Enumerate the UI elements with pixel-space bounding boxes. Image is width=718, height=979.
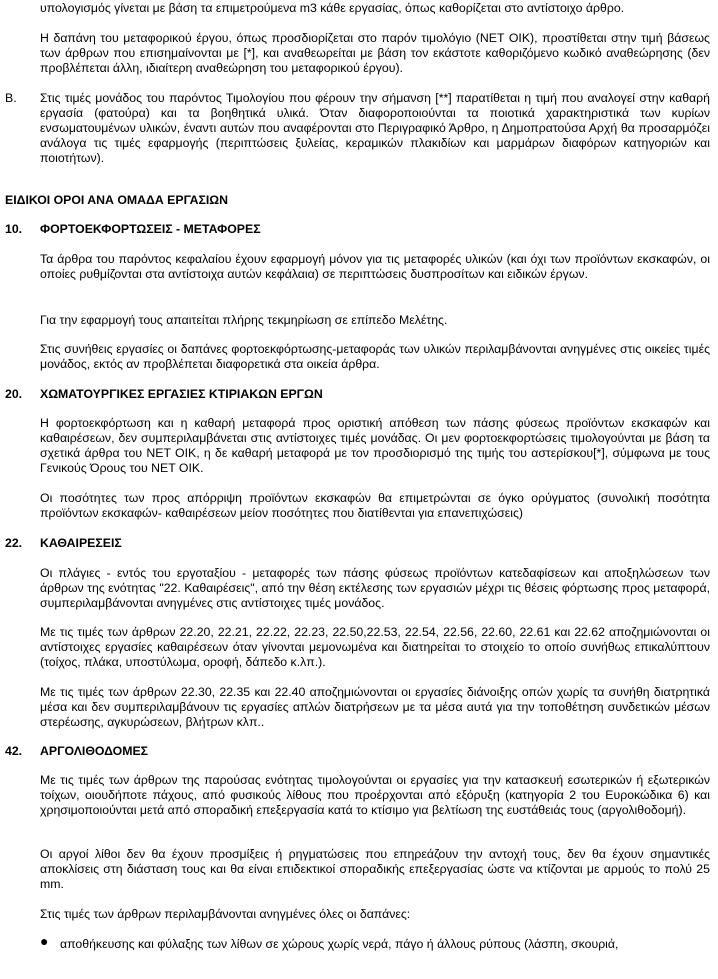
section-heading: ΕΙΔΙΚΟΙ ΟΡΟΙ ΑΝΑ ΟΜΑΔΑ ΕΡΓΑΣΙΩΝ — [5, 193, 229, 207]
section-number: 10. — [5, 222, 23, 236]
paragraph: Οι αργοί λίθοι δεν θα έχουν προσμίξεις ή ρηγματώσεις που επηρεάζουν την αντοχή τους, δεν θα έχουν σημαντικές αποκλίσεις στη διάσταση τους και θα είναι επιδεκτικοί σποραδικής επεξεργασίας ώστε να κτίζονται με αρμούς το πολύ 25 mm. — [40, 847, 710, 891]
section-title: ΚΑΘΑΙΡΕΣΕΙΣ — [40, 536, 122, 550]
paragraph: Με τις τιμές των άρθρων της παρούσας ενότητας τιμολογούνται οι εργασίες για την κατασκευή εσωτερικών ή εξωτερικών τοίχων, οιουδήποτε πάχους, από φυσικούς λίθους που προέρχονται από εξόρυξη (κατηγορία 2 του Ευροκώδικα 6) και χρησιμοποιούνται μετά από σποραδική επεξεργασία κατά το κτίσιμο για βελτίωση της ευστάθειάς τους (αργολιθοδομή). — [40, 773, 710, 817]
paragraph: υπολογισμός γίνεται με βάση τα επιμετρούμενα m3 κάθε εργασίας, όπως καθορίζεται στο αντίστοιχο άρθρο. — [40, 1, 625, 15]
paragraph: Η φορτοεκφόρτωση και η καθαρή μεταφορά προς οριστική απόθεση των πάσης φύσεως προϊόντων εκσκαφών και καθαιρέσεων, δεν συμπεριλαμβάνεται στις αντίστοιχες τιμές μονάδας. Οι μεν φορτοεκφορτώσεις τιμολογούνται με βάση τα σχετικά άρθρα του ΝΕΤ ΟΙΚ, η δε καθαρή μεταφορά με τον προσδιορισμό της τιμής του αστερίσκου[*], σύμφωνα με τους Γενικούς Όρους του ΝΕΤ ΟΙΚ. — [40, 416, 710, 475]
paragraph: Στις τιμές των άρθρων περιλαμβάνονται ανηγμένες όλες οι δαπάνες: — [40, 907, 411, 921]
paragraph: Με τις τιμές των άρθρων 22.30, 22.35 και 22.40 αποζημιώνονται οι εργασίες διάνοιξης οπών χωρίς τα συνήθη διατρητικά μέσα και δεν συμπεριλαμβάνουν τις εργασίες απλών διατρήσεων με τα μέσα αυτά για την τοποθέτηση συνδετικών μέσων στερέωσης, αγκυρώσεων, βλήτρων κλπ.. — [40, 685, 710, 729]
list-item: αποθήκευσης και φύλαξης των λίθων σε χώρους χωρίς νερά, πάγο ή άλλους ρύπους (λάσπη, σκουριά, — [60, 937, 619, 951]
section-title: ΦΟΡΤΟΕΚΦΟΡΤΩΣΕΙΣ - ΜΕΤΑΦΟΡΕΣ — [40, 222, 261, 236]
section-title: ΧΩΜΑΤΟΥΡΓΙΚΕΣ ΕΡΓΑΣΙΕΣ ΚΤΙΡΙΑΚΩΝ ΕΡΓΩΝ — [40, 387, 323, 401]
paragraph: Οι πλάγιες - εντός του εργοταξίου - μεταφορές των πάσης φύσεως προϊόντων κατεδαφίσεων και αποξηλώσεων των άρθρων της ενότητας "22. Καθαιρέσεις", από την θέση εκτέλεσης των εργασιών μέχρι τις θέσεις φόρτωσης προς μεταφορά, συμπεριλαμβάνονται ανηγμένες στις αντίστοιχες τιμές μονάδος. — [40, 566, 710, 610]
section-number: 22. — [5, 536, 23, 550]
list-marker: Β. — [5, 91, 17, 105]
paragraph: Η δαπάνη του μεταφορικού έργου, όπως προσδιορίζεται στο παρόν τιμολόγιο (ΝΕΤ ΟΙΚ), προστίθεται στην τιμή βάσεως των άρθρων που επισημαίνονται με [*], και αναθεωρείται με βάση τον εκάστοτε καθοριζόμενο κωδικό αναθεώρησης (δεν προβλέπεται άλλη, ιδιαίτερη αναθεώρηση του μεταφορικού έργου). — [40, 31, 710, 75]
section-title: ΑΡΓΟΛΙΘΟΔΟΜΕΣ — [40, 744, 149, 758]
paragraph: Στις τιμές μονάδος του παρόντος Τιμολογίου που φέρουν την σήμανση [**] παρατίθεται η τιμή που αναλογεί στην καθαρή εργασία (φατούρα) και τα βοηθητικά υλικά. Όταν διαφοροποιούνται τα ποιοτικά χαρακτηριστικά των κυρίων ενσωματουμένων υλικών, έναντι αυτών που αναφέρονται στο Περιγραφικό Άρθρο, η Δημοπρατούσα Αρχή θα προσαρμόζει ανάλογα τις τιμές εφαρμογής (περιπτώσεις ξυλείας, κεραμικών πλακιδίων και μαρμάρων διαφόρων κατηγοριών και ποιοτήτων). — [40, 91, 710, 165]
paragraph: Για την εφαρμογή τους απαιτείται πλήρης τεκμηρίωση σε επίπεδο Μελέτης. — [40, 313, 448, 327]
bullet-icon: ● — [40, 933, 49, 949]
paragraph: Με τις τιμές των άρθρων 22.20, 22.21, 22.22, 22.23, 22.50,22.53, 22.54, 22.56, 22.60, 22.61 και 22.62 αποζημιώνονται οι αντίστοιχες εργασίες καθαιρέσεων όταν γίνονται μεμονωμένα και διατηρείται το στοιχείο το οποίο συνήθως επικαλύπτουν (τοίχος, πλάκα, υποστύλωμα, οροφή, δάπεδο κ.λπ.). — [40, 625, 710, 669]
section-number: 42. — [5, 744, 23, 758]
section-number: 20. — [5, 387, 23, 401]
paragraph: Στις συνήθεις εργασίες οι δαπάνες φορτοεκφόρτωσης-μεταφοράς των υλικών περιλαμβάνονται ανηγμένες στις οικείες τιμές μονάδος, εκτός αν προβλέπεται διαφορετικά στα οικεία άρθρα. — [40, 342, 710, 371]
paragraph: Τα άρθρα του παρόντος κεφαλαίου έχουν εφαρμογή μόνον για τις μεταφορές υλικών (και όχι των προϊόντων εκσκαφών, οι οποίες ρυθμίζονται στα αντίστοιχα αυτών κεφάλαια) σε περιπτώσεις δυσπροσίτων και ειδικών έργων. — [40, 252, 710, 281]
paragraph: Οι ποσότητες των προς απόρριψη προϊόντων εκσκαφών θα επιμετρώνται σε όγκο ορύγματος (συνολική ποσότητα προϊόντων εκσκαφών- καθαιρέσεων μείον ποσότητες που διατίθενται για επανεπιχώσεις) — [40, 491, 710, 520]
